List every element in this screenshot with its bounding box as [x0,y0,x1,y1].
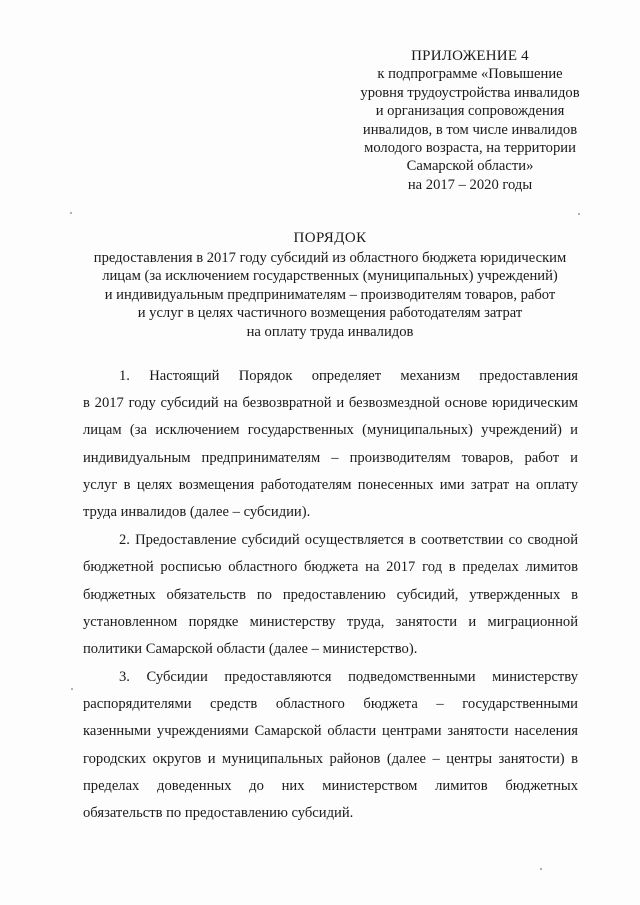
order-subtitle-line: на оплату труда инвалидов [246,323,414,340]
paragraph-line: 3. Субсидии предоставляются подведомственными министерству [119,669,578,686]
paragraph-line: в 2017 году субсидий на безвозвратной и безвозмездной основе юридическим [83,395,578,412]
appendix-title: ПРИЛОЖЕНИЕ 4 [411,48,529,64]
document-body [83,363,578,828]
appendix-line: к подпрограмме «Повышение [377,66,563,83]
scan-speck [71,688,73,690]
appendix-line: Самарской области» [406,158,534,175]
appendix-line: и организация сопровождения [375,103,565,120]
paragraph-line: услуг в целях возмещения работодателям понесенных ими затрат на оплату [83,476,578,493]
order-subtitle-line: предоставления в 2017 году субсидий из областного бюджета юридическим [93,249,567,266]
paragraph-line: политики Самарской области (далее – министерство). [83,640,418,657]
paragraph-line: лицам (за исключением государственных (муниципальных) учреждений) и [83,422,578,439]
order-title: ПОРЯДОК [293,230,367,246]
scan-speck [578,213,580,215]
order-subtitle-line: и услуг в целях частичного возмещения работодателям затрат [137,305,523,322]
order-heading [60,229,600,342]
appendix-line: уровня трудоустройства инвалидов [360,84,580,101]
paragraph-line: установленном порядке министерству труда, занятости и миграционной [83,613,578,630]
paragraph-2 [83,527,578,663]
paragraph-line: 2. Предоставление субсидий осуществляется в соответствии со сводной [119,532,578,549]
paragraph-line: казенными учреждениями Самарской области центрами занятости населения [83,723,578,740]
appendix-line: молодого возраста, на территории [364,140,576,157]
appendix-line: на 2017 – 2020 годы [407,176,533,193]
order-subtitle-line: лицам (за исключением государственных (муниципальных) учреждений) [102,268,558,285]
paragraph-3 [83,664,578,827]
paragraph-line: городских округов и муниципальных районов (далее – центры занятости) в [83,750,578,767]
appendix-block [340,47,600,194]
paragraph-line: индивидуальным предпринимателям – производителям товаров, работ и [83,449,578,466]
paragraph-line: обязательств по предоставлению субсидий. [83,805,354,821]
paragraph-line: бюджетной росписью областного бюджета на 2017 год в пределах лимитов [83,559,578,576]
scan-speck [70,212,72,214]
paragraph-1 [83,363,578,526]
paragraph-line: распорядителями средств областного бюджета – государственными [83,696,578,713]
paragraph-line: бюджетных обязательств по предоставлению субсидий, утвержденных в [83,586,578,603]
order-subtitle-line: и индивидуальным предпринимателям – производителям товаров, работ [104,286,556,303]
paragraph-line: пределах доведенных до них министерством лимитов бюджетных [83,777,578,794]
scan-speck [540,868,542,870]
paragraph-line: 1. Настоящий Порядок определяет механизм предоставления [119,368,578,384]
paragraph-line: труда инвалидов (далее – субсидии). [83,503,311,520]
appendix-line: инвалидов, в том числе инвалидов [362,121,578,138]
